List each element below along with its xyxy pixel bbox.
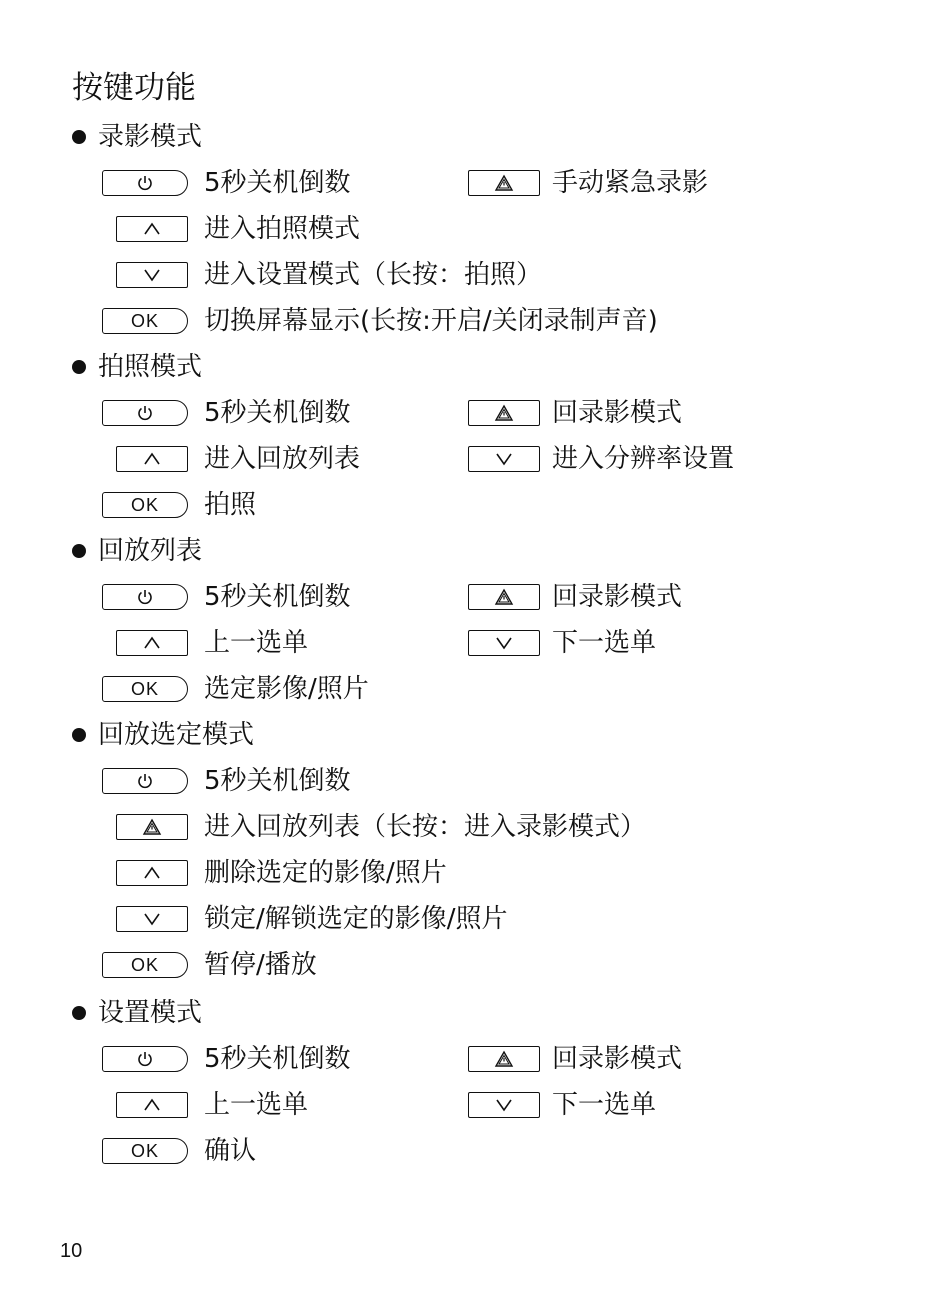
- key-row: [0, 166, 944, 200]
- bullet-icon: [72, 130, 86, 144]
- key-row: [0, 856, 944, 890]
- power-key: [102, 584, 188, 610]
- power-key: [102, 1046, 188, 1072]
- ok-key-label: OK: [130, 311, 159, 331]
- key-row: [0, 442, 944, 476]
- key-description: 确认: [204, 1136, 257, 1166]
- ok-key-label: OK: [130, 1141, 159, 1161]
- ok-key-label: OK: [130, 955, 159, 975]
- ok-key: [102, 492, 188, 518]
- ok-key-label: OK: [130, 679, 159, 699]
- page-number: 10: [60, 1240, 83, 1262]
- down-key: [468, 446, 540, 472]
- down-icon: [495, 452, 513, 466]
- warning-icon: [494, 588, 514, 606]
- key-row: [0, 672, 944, 706]
- warning-key: [468, 170, 540, 196]
- power-key: [102, 400, 188, 426]
- down-key: [116, 906, 188, 932]
- section-heading: [72, 718, 254, 752]
- up-key: [116, 1092, 188, 1118]
- down-icon: [143, 912, 161, 926]
- key-description: 下一选单: [552, 628, 657, 658]
- down-icon: [143, 268, 161, 282]
- key-description: 进入拍照模式: [204, 214, 361, 244]
- key-row: [0, 304, 944, 338]
- up-key: [116, 446, 188, 472]
- key-row: [0, 488, 944, 522]
- key-description: 进入回放列表: [204, 444, 361, 474]
- up-key: [116, 216, 188, 242]
- key-description: 暂停/播放: [204, 950, 317, 980]
- key-row: [0, 948, 944, 982]
- key-row: [0, 396, 944, 430]
- power-key: [102, 170, 188, 196]
- section-heading: [72, 534, 202, 568]
- up-icon: [143, 866, 161, 880]
- key-row: [0, 580, 944, 614]
- ok-key: [102, 952, 188, 978]
- key-description: 5秒关机倒数: [204, 398, 351, 428]
- bullet-icon: [72, 360, 86, 374]
- key-description: 回录影模式: [552, 1044, 683, 1074]
- power-icon: [136, 588, 154, 606]
- power-key: [102, 768, 188, 794]
- key-description: 下一选单: [552, 1090, 657, 1120]
- key-description: 上一选单: [204, 1090, 309, 1120]
- key-row: [0, 810, 944, 844]
- power-icon: [136, 404, 154, 422]
- key-description: 进入分辨率设置: [552, 444, 735, 474]
- key-description: 5秒关机倒数: [204, 168, 351, 198]
- up-key: [116, 630, 188, 656]
- key-description: 上一选单: [204, 628, 309, 658]
- key-row: [0, 902, 944, 936]
- warning-key: [468, 584, 540, 610]
- up-icon: [143, 222, 161, 236]
- key-description: 5秒关机倒数: [204, 1044, 351, 1074]
- key-row: [0, 258, 944, 292]
- down-key: [468, 1092, 540, 1118]
- key-description: 回录影模式: [552, 582, 683, 612]
- section-title: 录影模式: [98, 122, 203, 152]
- warning-icon: [494, 174, 514, 192]
- section-heading: [72, 120, 202, 154]
- key-description: 5秒关机倒数: [204, 582, 351, 612]
- warning-key: [468, 400, 540, 426]
- bullet-icon: [72, 1006, 86, 1020]
- page-title: 按键功能: [72, 70, 196, 106]
- section-title: 设置模式: [98, 998, 203, 1028]
- key-description: 选定影像/照片: [204, 674, 369, 704]
- down-key: [468, 630, 540, 656]
- up-icon: [143, 452, 161, 466]
- key-row: [0, 1042, 944, 1076]
- power-icon: [136, 772, 154, 790]
- key-row: [0, 626, 944, 660]
- up-icon: [143, 636, 161, 650]
- ok-key: [102, 1138, 188, 1164]
- key-description: 锁定/解锁选定的影像/照片: [204, 904, 508, 934]
- up-key: [116, 860, 188, 886]
- ok-key: [102, 676, 188, 702]
- section-heading: [72, 350, 202, 384]
- key-description: 切换屏幕显示(长按:开启/关闭录制声音): [204, 306, 658, 336]
- power-icon: [136, 1050, 154, 1068]
- down-key: [116, 262, 188, 288]
- key-row: [0, 764, 944, 798]
- warning-icon: [494, 404, 514, 422]
- key-row: [0, 212, 944, 246]
- key-row: [0, 1088, 944, 1122]
- up-icon: [143, 1098, 161, 1112]
- key-description: 进入设置模式（长按：拍照）: [204, 260, 543, 290]
- key-description: 回录影模式: [552, 398, 683, 428]
- section-title: 回放选定模式: [98, 720, 255, 750]
- bullet-icon: [72, 728, 86, 742]
- warning-key: [468, 1046, 540, 1072]
- key-row: [0, 1134, 944, 1168]
- warning-key: [116, 814, 188, 840]
- key-description: 拍照: [204, 490, 257, 520]
- key-description: 删除选定的影像/照片: [204, 858, 447, 888]
- key-description: 进入回放列表（长按：进入录影模式）: [204, 812, 647, 842]
- bullet-icon: [72, 544, 86, 558]
- section-title: 拍照模式: [98, 352, 203, 382]
- section-heading: [72, 996, 202, 1030]
- ok-key-label: OK: [130, 495, 159, 515]
- section-title: 回放列表: [98, 536, 203, 566]
- warning-icon: [494, 1050, 514, 1068]
- down-icon: [495, 1098, 513, 1112]
- warning-icon: [142, 818, 162, 836]
- key-description: 手动紧急录影: [552, 168, 709, 198]
- ok-key: [102, 308, 188, 334]
- key-description: 5秒关机倒数: [204, 766, 351, 796]
- power-icon: [136, 174, 154, 192]
- down-icon: [495, 636, 513, 650]
